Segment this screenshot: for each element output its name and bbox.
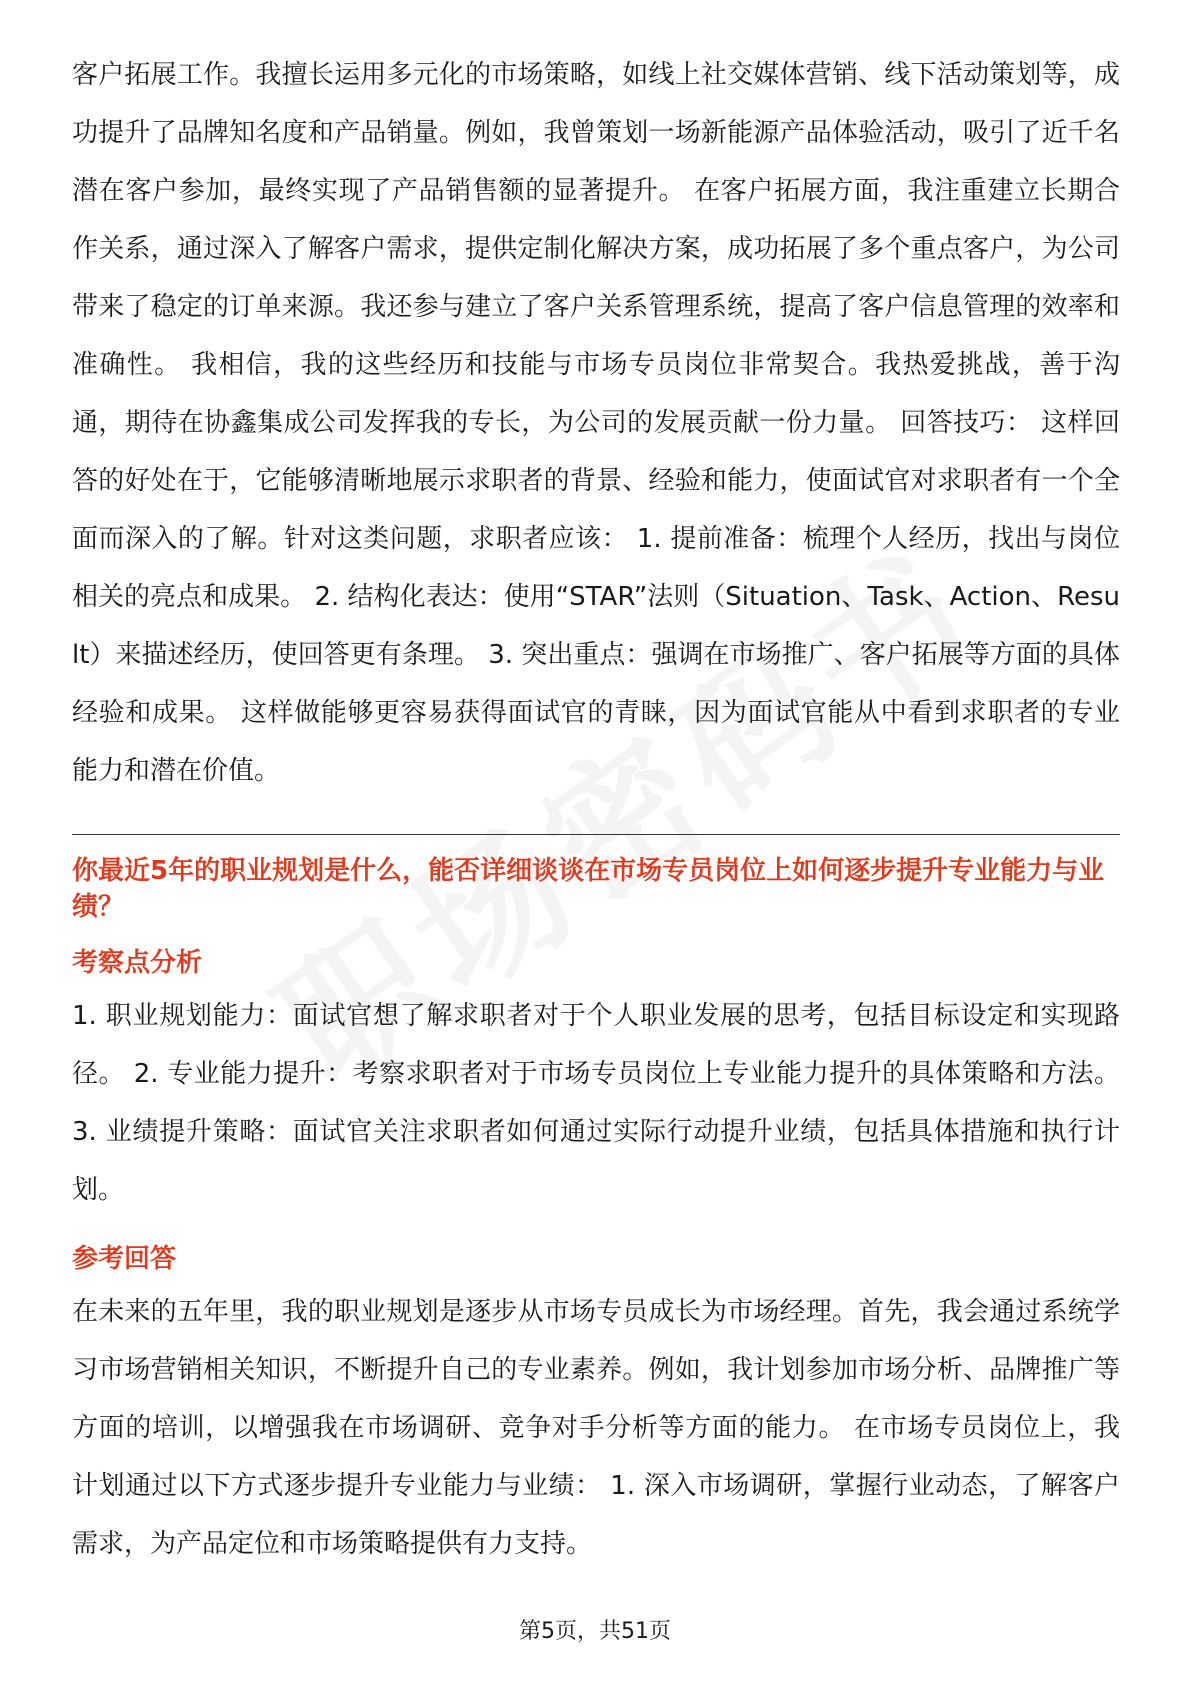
section-divider (72, 834, 1120, 835)
reference-heading: 参考回答 (72, 1244, 177, 1274)
intro-paragraph: 客户拓展工作。我擅长运用多元化的市场策略，如线上社交媒体营销、线下活动策划等，成功提升了品牌知名度和产品销量。例如，我曾策划一场新能源产品体验活动，吸引了近千名潜在客户参加，最终实现了产品销售额的显著提升。 在客户拓展方面，我注重建立长期合作关系，通过深入了解客户需求，提供定制化解决方案，成功拓展了多个重点客户，为公司带来了稳定的订单来源。我还参与建立了客户关系管理系统，提高了客户信息管理的效率和准确性。 我相信，我的这些经历和技能与市场专员岗位非常契合。我热爱挑战，善于沟通，期待在协鑫集成公司发挥我的专长，为公司的发展贡献一份力量。 回答技巧： 这样回答的好处在于，它能够清晰地展示求职者的背景、经验和能力，使面试官对求职者有一个全面而深入的了解。针对这类问题，求职者应该： 1. 提前准备：梳理个人经历，找出与岗位相关的亮点和成果。 2. 结构化表达：使用“STAR”法则（Situation、Task、Action、Result）来描述经历，使回答更有条理。 3. 突出重点：强调在市场推广、客户拓展等方面的具体经验和成果。 这样做能够更容易获得面试官的青睐，因为面试官能从中看到求职者的专业能力和潜在价值。 (72, 60, 1120, 786)
reference-body: 在未来的五年里，我的职业规划是逐步从市场专员成长为市场经理。首先，我会通过系统学习市场营销相关知识，不断提升自己的专业素养。例如，我计划参加市场分析、品牌推广等方面的培训，以增强我在市场调研、竞争对手分析等方面的能力。 在市场专员岗位上，我计划通过以下方式逐步提升专业能力与业绩： 1. 深入市场调研，掌握行业动态，了解客户需求，为产品定位和市场策略提供有力支持。 (72, 1297, 1120, 1559)
interview-question: 你最近5年的职业规划是什么，能否详细谈谈在市场专员岗位上如何逐步提升专业能力与业绩？ (72, 856, 1105, 922)
analysis-body: 1. 职业规划能力：面试官想了解求职者对于个人职业发展的思考，包括目标设定和实现路径。 2. 专业能力提升：考察求职者对于市场专员岗位上专业能力提升的具体策略和方法。 3. 业绩提升策略：面试官关注求职者如何通过实际行动提升业绩，包括具体措施和执行计划。 (72, 1001, 1120, 1205)
page-footer: 第5页，共51页 (519, 1619, 671, 1644)
page-content (72, 46, 1120, 1573)
analysis-heading: 考察点分析 (72, 948, 203, 978)
